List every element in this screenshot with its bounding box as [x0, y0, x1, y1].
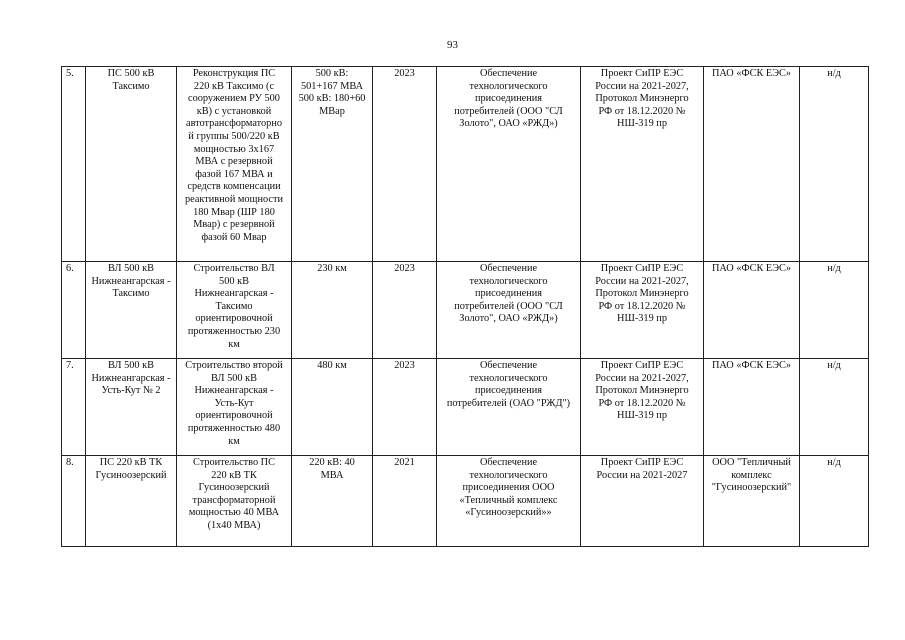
year-cell: 2023	[373, 67, 437, 262]
table-row	[62, 67, 869, 262]
organization-cell: ПАО «ФСК ЕЭС»	[704, 359, 800, 456]
object-cell: ВЛ 500 кВ Нижнеангарская - Усть-Кут № 2	[86, 359, 177, 456]
year-cell: 2021	[373, 456, 437, 547]
capacity-cell: 230 км	[292, 262, 373, 359]
description-cell: Реконструкция ПС 220 кВ Таксимо (с сооружением РУ 500 кВ) с установкой автотрансформаторно й группы 500/220 кВ мощностью 3х167 МВА с резервной фазой 167 МВА и средств компенсации реактивной мощности 180 Мвар (ШР 180 Мвар) с резервной фазой 60 Мвар	[177, 67, 292, 262]
table-row	[62, 456, 869, 547]
description-cell: Строительство второй ВЛ 500 кВ Нижнеангарская - Усть-Кут ориентировочной протяженностью 480 км	[177, 359, 292, 456]
table-row	[62, 262, 869, 359]
note-cell: н/д	[800, 262, 869, 359]
organization-cell: ПАО «ФСК ЕЭС»	[704, 67, 800, 262]
object-cell: ПС 220 кВ ТК Гусиноозерский	[86, 456, 177, 547]
note-cell: н/д	[800, 67, 869, 262]
organization-cell: ПАО «ФСК ЕЭС»	[704, 262, 800, 359]
page-number: 93	[447, 39, 458, 51]
document-cell: Проект СиПР ЕЭС России на 2021-2027, Протокол Минэнерго РФ от 18.12.2020 № НШ-319 пр	[581, 262, 704, 359]
row-number: 5.	[62, 67, 86, 262]
table-row	[62, 359, 869, 456]
purpose-cell: Обеспечение технологического присоединения потребителей (ОАО "РЖД")	[437, 359, 581, 456]
year-cell: 2023	[373, 262, 437, 359]
row-number: 7.	[62, 359, 86, 456]
capacity-cell: 220 кВ: 40 МВА	[292, 456, 373, 547]
purpose-cell: Обеспечение технологического присоединения потребителей (ООО "СЛ Золото", ОАО «РЖД»)	[437, 262, 581, 359]
projects-table	[61, 66, 869, 547]
note-cell: н/д	[800, 456, 869, 547]
organization-cell: ООО "Тепличный комплекс "Гусиноозерский"	[704, 456, 800, 547]
object-cell: ПС 500 кВ Таксимо	[86, 67, 177, 262]
document-cell: Проект СиПР ЕЭС России на 2021-2027	[581, 456, 704, 547]
document-cell: Проект СиПР ЕЭС России на 2021-2027, Протокол Минэнерго РФ от 18.12.2020 № НШ-319 пр	[581, 359, 704, 456]
capacity-cell: 500 кВ: 501+167 МВА 500 кВ: 180+60 МВар	[292, 67, 373, 262]
capacity-cell: 480 км	[292, 359, 373, 456]
purpose-cell: Обеспечение технологического присоединения потребителей (ООО "СЛ Золото", ОАО «РЖД»)	[437, 67, 581, 262]
purpose-cell: Обеспечение технологического присоединения ООО «Тепличный комплекс «Гусиноозерский»»	[437, 456, 581, 547]
row-number: 8.	[62, 456, 86, 547]
object-cell: ВЛ 500 кВ Нижнеангарская - Таксимо	[86, 262, 177, 359]
row-number: 6.	[62, 262, 86, 359]
description-cell: Строительство ПС 220 кВ ТК Гусиноозерский трансформаторной мощностью 40 МВА (1х40 МВА)	[177, 456, 292, 547]
description-cell: Строительство ВЛ 500 кВ Нижнеангарская - Таксимо ориентировочной протяженностью 230 км	[177, 262, 292, 359]
year-cell: 2023	[373, 359, 437, 456]
document-cell: Проект СиПР ЕЭС России на 2021-2027, Протокол Минэнерго РФ от 18.12.2020 № НШ-319 пр	[581, 67, 704, 262]
note-cell: н/д	[800, 359, 869, 456]
